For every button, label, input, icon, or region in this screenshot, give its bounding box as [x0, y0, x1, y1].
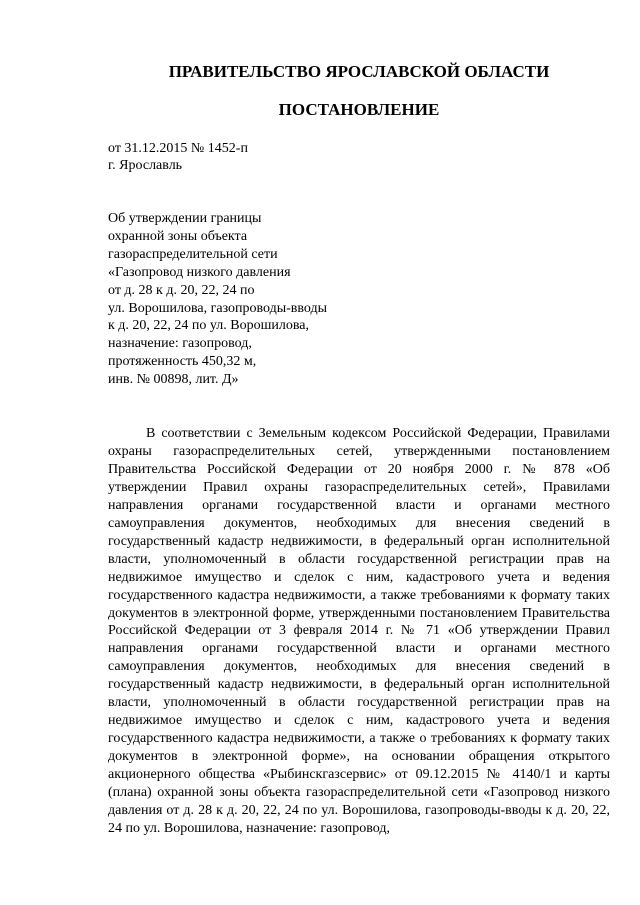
- subject-line: протяженность 450,32 м,: [108, 354, 257, 370]
- subject-line: охранной зоны объекта: [108, 228, 248, 244]
- subject-line: назначение: газопровод,: [108, 336, 252, 352]
- document-subject: [108, 210, 327, 389]
- subject-line: к д. 20, 22, 24 по ул. Ворошилова,: [108, 318, 310, 334]
- subject-line: газораспределительной сети: [108, 246, 278, 262]
- body-paragraph: В соответствии с Земельным кодексом Российской Федерации, Правилами охраны газораспределительных сетей, утвержденными постановлением Правительства Российской Федерации от 20 ноября 2000 г. № 878 «Об утверждении Правил охраны газораспределительных сетей», Правилами направления органами государственной власти и органами местного самоуправления документов, необходимых для внесения сведений в государственный кадастр недвижимости, в федеральный орган исполнительной власти, уполномоченный в области государственной регистрации прав на недвижимое имущество и сделок с ним, кадастрового учета и ведения государственного кадастра недвижимости, а также требованиями к формату таких документов в электронной форме, утвержденными постановлением Правительства Российской Федерации от 3 февраля 2014 г. № 71 «Об утверждении Правил направления органами государственной власти и органами местного самоуправления документов, необходимых для внесения сведений в государственный кадастр недвижимости, в федеральный орган исполнительной власти, уполномоченный в области государственной регистрации прав на недвижимое имущество и сделок с ним, кадастрового учета и ведения государственного кадастра недвижимости, а также о требованиях к формату таких документов в электронной форме», на основании обращения открытого акционерного общества «Рыбинскгазсервис» от 09.12.2015 № 4140/1 и карты (плана) охранной зоны объекта газораспределительной сети «Газопровод низкого давления от д. 28 к д. 20, 22, 24 по ул. Ворошилова, газопроводы-вводы к д. 20, 22, 24 по ул. Ворошилова, назначение: газопровод,: [108, 426, 610, 836]
- date-number-line: от 31.12.2015 № 1452-п: [108, 141, 248, 156]
- subject-line: Об утверждении границы: [108, 211, 262, 226]
- subject-line: инв. № 00898, лит. Д»: [108, 372, 239, 388]
- city-line: г. Ярославль: [108, 158, 183, 173]
- document-type-heading: ПОСТАНОВЛЕНИЕ: [278, 100, 440, 119]
- document-meta: [108, 140, 248, 174]
- subject-line: от д. 28 к д. 20, 22, 24 по: [108, 282, 255, 298]
- subject-line: «Газопровод низкого давления: [108, 264, 291, 280]
- organization-title: ПРАВИТЕЛЬСТВО ЯРОСЛАВСКОЙ ОБЛАСТИ: [168, 62, 550, 81]
- subject-line: ул. Ворошилова, газопроводы-вводы: [108, 300, 328, 316]
